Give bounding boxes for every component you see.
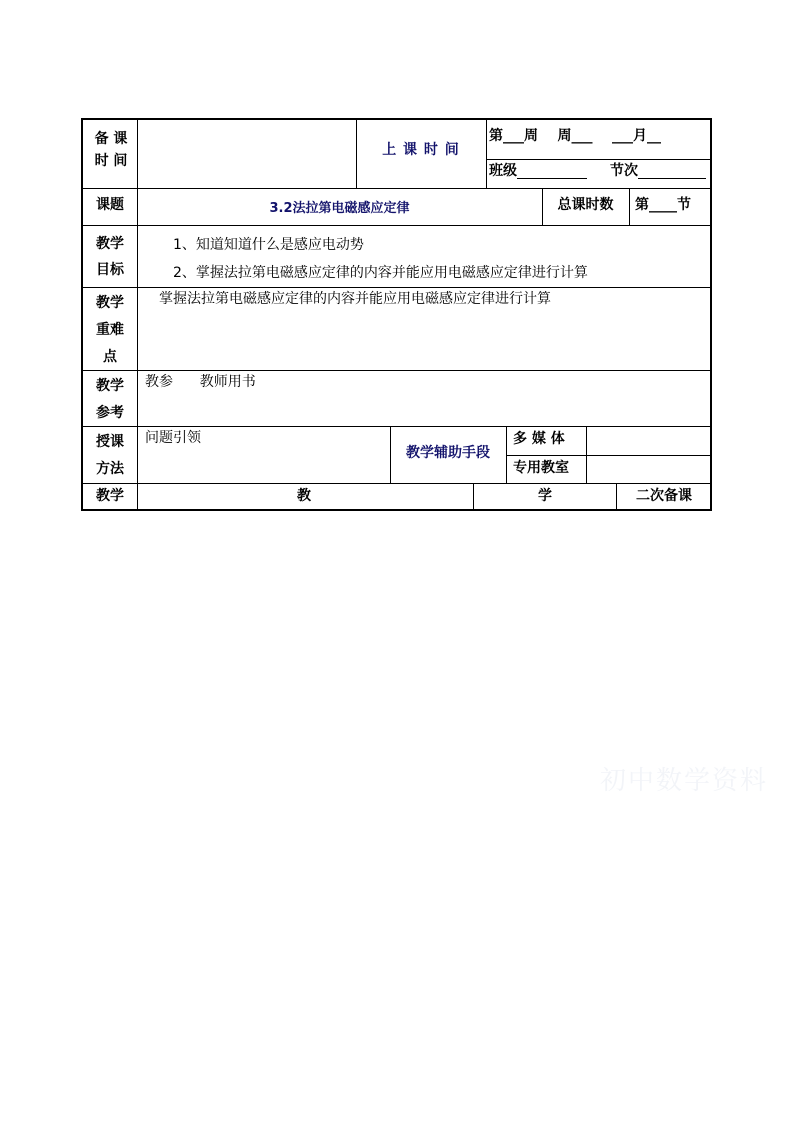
multimedia-label: 多 媒 体 <box>513 431 565 447</box>
total-hours-label: 总课时数 <box>557 197 614 213</box>
classroom-label: 专用教室 <box>513 460 569 476</box>
rule-row2 <box>83 225 712 226</box>
reference-label: 教学 参考 <box>96 378 124 421</box>
topic-value: 3.2法拉第电磁感应定律 <box>269 201 410 216</box>
rule-row4 <box>83 370 712 371</box>
rule-week-class <box>486 159 712 160</box>
rule-aid-media <box>506 426 507 483</box>
topic-label: 课题 <box>96 197 124 213</box>
watermark: 初中数学资料 <box>600 766 769 796</box>
key-points-value: 掌握法拉第电磁感应定律的内容并能应用电磁感应定律进行计算 <box>159 291 551 307</box>
class-blank <box>517 164 587 179</box>
prep-time-label: 备 课 时 间 <box>94 131 128 169</box>
class-field <box>489 163 587 179</box>
rule-label-col <box>137 120 138 511</box>
lesson-plan-table <box>81 118 712 511</box>
rule-teach-learn <box>473 483 474 511</box>
key-points-label: 教学 重难 点 <box>96 295 124 365</box>
rule-media-value <box>586 426 587 483</box>
method-value: 问题引领 <box>145 430 201 446</box>
week-date-line: 第___周 周___ ___月__ <box>489 128 661 144</box>
col-second-prep: 二次备课 <box>636 488 692 504</box>
section-label: 节次 <box>610 163 638 179</box>
teaching-aid-label: 教学辅助手段 <box>406 445 490 461</box>
rule-row5 <box>83 426 712 427</box>
section-field <box>610 163 706 179</box>
method-label: 授课 方法 <box>96 434 124 477</box>
rule-hours-section <box>629 188 630 225</box>
rule-row3 <box>83 287 712 288</box>
rule-row6 <box>83 483 712 484</box>
rule-row1 <box>83 188 712 189</box>
rule-media-room <box>506 455 712 456</box>
col-teach: 教 <box>297 488 311 504</box>
nth-section: 第____节 <box>635 197 691 213</box>
col-learn: 学 <box>538 488 552 504</box>
process-label: 教学 <box>96 488 124 504</box>
section-blank <box>638 164 706 179</box>
objectives-label: 教学 目标 <box>96 236 124 278</box>
class-label: 班级 <box>489 163 517 179</box>
rule-classtime-right <box>486 120 487 188</box>
objective-item-2: 2、掌握法拉第电磁感应定律的内容并能应用电磁感应定律进行计算 <box>173 265 588 281</box>
reference-value: 教参 教师用书 <box>145 374 256 390</box>
class-time-label: 上 课 时 间 <box>382 142 460 158</box>
objective-item-1: 1、知道知道什么是感应电动势 <box>173 237 364 253</box>
